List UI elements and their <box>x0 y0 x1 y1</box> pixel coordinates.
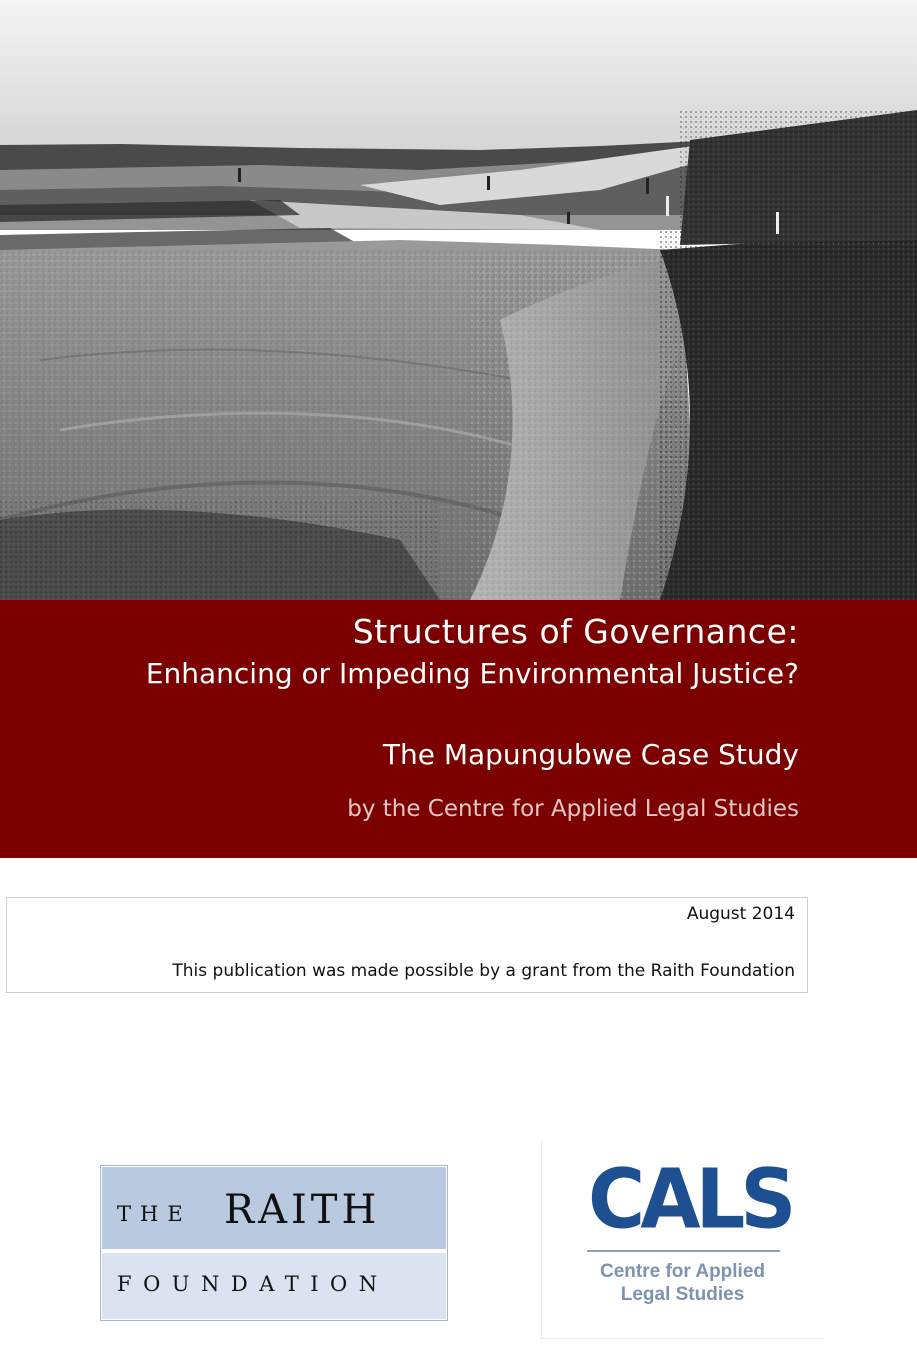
raith-logo-bottom-panel <box>102 1253 446 1319</box>
document-title: Structures of Governance: <box>352 612 799 651</box>
grant-acknowledgement: This publication was made possible by a grant from the Raith Foundation <box>172 961 795 981</box>
author-byline: by the Centre for Applied Legal Studies <box>347 796 799 822</box>
title-band <box>0 600 917 858</box>
cals-logo <box>541 1139 824 1339</box>
cover-photo <box>0 0 917 600</box>
publication-info-box <box>6 897 808 993</box>
raith-logo-top-panel <box>102 1167 446 1249</box>
cals-divider <box>587 1250 780 1252</box>
document-subtitle: Enhancing or Impeding Environmental Justice? <box>145 657 799 690</box>
raith-foundation-logo <box>100 1165 448 1321</box>
cals-wordmark: CALS <box>588 1152 792 1248</box>
case-study-heading: The Mapungubwe Case Study <box>382 738 799 771</box>
publication-date: August 2014 <box>686 904 795 924</box>
cals-subtitle-line2: Legal Studies <box>620 1284 745 1305</box>
raith-logo-foundation: FOUNDATION <box>117 1272 389 1296</box>
raith-logo-name: RAITH <box>224 1187 381 1233</box>
raith-logo-the: THE <box>117 1202 192 1226</box>
cals-subtitle-line1: Centre for Applied <box>599 1261 766 1282</box>
